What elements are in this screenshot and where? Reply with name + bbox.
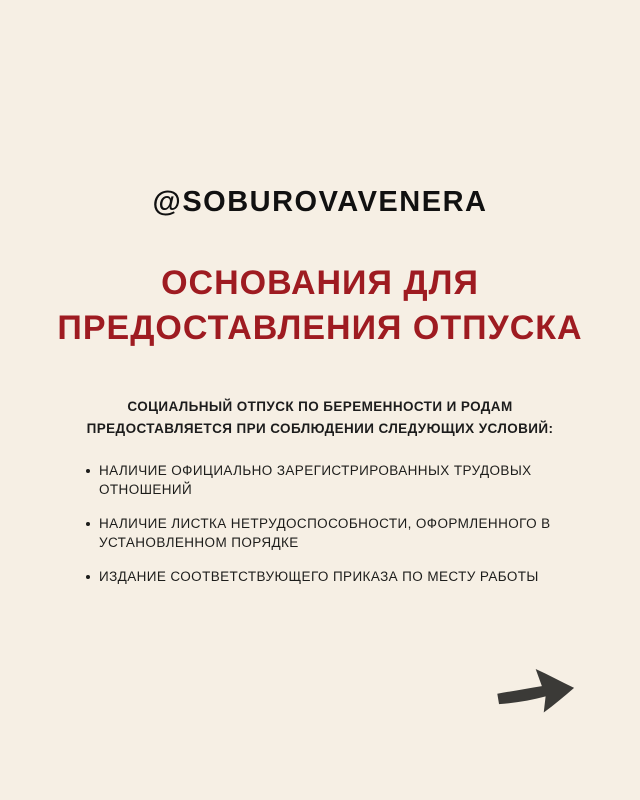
next-arrow-icon bbox=[491, 654, 581, 722]
list-item-text: НАЛИЧИЕ ЛИСТКА НЕТРУДОСПОСОБНОСТИ, ОФОРМЛЕННОГО В УСТАНОВЛЕННОМ ПОРЯДКЕ bbox=[99, 516, 551, 550]
list-item bbox=[86, 461, 591, 499]
subtitle-line-1: СОЦИАЛЬНЫЙ ОТПУСК ПО БЕРЕМЕННОСТИ И РОДАМ bbox=[127, 399, 513, 414]
subtitle-line-2: ПРЕДОСТАВЛЯЕТСЯ ПРИ СОБЛЮДЕНИИ СЛЕДУЮЩИХ УСЛОВИЙ: bbox=[86, 421, 554, 436]
list-item bbox=[86, 514, 591, 552]
bullet-dot-icon bbox=[86, 575, 90, 579]
page-title-line-1: ОСНОВАНИЯ ДЛЯ bbox=[161, 264, 479, 302]
list-item bbox=[86, 567, 591, 586]
account-handle: @SOBUROVAVENERA bbox=[152, 186, 488, 218]
list-item-text: ИЗДАНИЕ СООТВЕТСТВУЮЩЕГО ПРИКАЗА ПО МЕСТУ РАБОТЫ bbox=[99, 569, 539, 584]
subtitle bbox=[40, 396, 600, 440]
list-item-text: НАЛИЧИЕ ОФИЦИАЛЬНО ЗАРЕГИСТРИРОВАННЫХ ТРУДОВЫХ ОТНОШЕНИЙ bbox=[99, 463, 532, 497]
page-title bbox=[0, 261, 640, 351]
bullet-dot-icon bbox=[86, 522, 90, 526]
conditions-list bbox=[86, 461, 591, 601]
bullet-dot-icon bbox=[86, 469, 90, 473]
page-title-line-2: ПРЕДОСТАВЛЕНИЯ ОТПУСКА bbox=[57, 309, 583, 347]
